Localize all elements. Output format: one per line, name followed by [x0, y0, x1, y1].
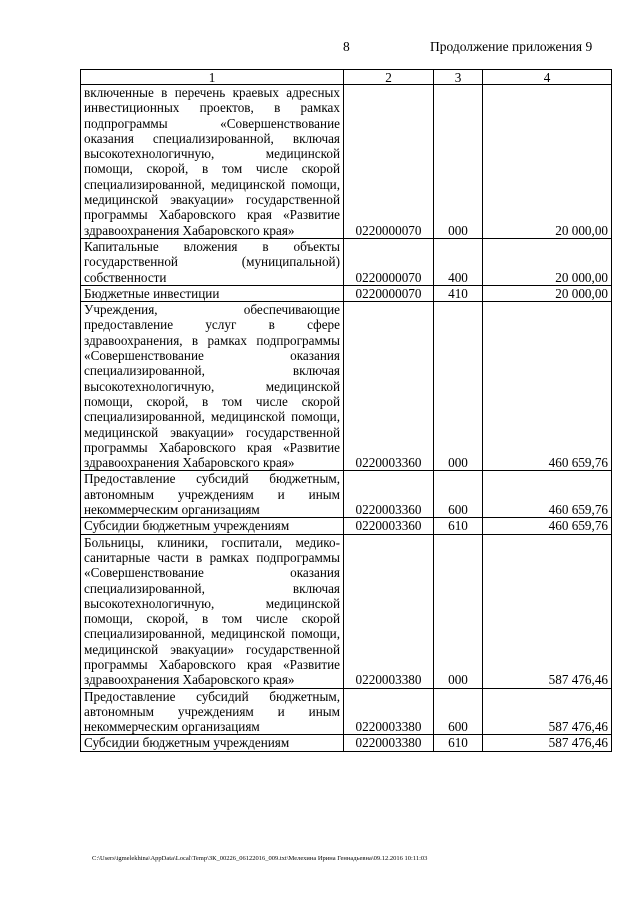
row-amount: 587 476,46 [483, 688, 612, 735]
table-row [81, 471, 612, 518]
row-name: Субсидии бюджетным учреждениям [81, 735, 344, 751]
row-target-code: 0220000070 [344, 285, 434, 301]
row-expense-type: 000 [434, 85, 483, 239]
row-amount: 460 659,76 [483, 302, 612, 471]
row-expense-type: 610 [434, 735, 483, 751]
row-expense-type: 000 [434, 534, 483, 688]
row-expense-type: 610 [434, 518, 483, 534]
table-row [81, 688, 612, 735]
column-header: 3 [434, 70, 483, 85]
row-name: включенные в перечень краевых адресных инвестиционных проектов, в рамках подпрограммы «Совершенствование оказания специализированной, включая высокотехнологичную, медицинской помощи, скорой, в том числе скорой специализированной, медицинской помощи, медицинской эвакуации» государственной программы Хабаровского края «Развитие здравоохранения Хабаровского края» [81, 85, 344, 239]
table-row [81, 518, 612, 534]
row-name: Предоставление субсидий бюджетным, автономным учреждениям и иным некоммерческим организациям [81, 471, 344, 518]
table-header-row [81, 70, 612, 85]
column-header: 2 [344, 70, 434, 85]
row-name: Субсидии бюджетным учреждениям [81, 518, 344, 534]
table-row [81, 238, 612, 285]
appendix-continuation-title: Продолжение приложения 9 [430, 39, 593, 54]
column-header: 1 [81, 70, 344, 85]
column-header: 4 [483, 70, 612, 85]
row-target-code: 0220000070 [344, 85, 434, 239]
row-expense-type: 000 [434, 302, 483, 471]
budget-table [80, 69, 612, 752]
table-row [81, 735, 612, 751]
table-row [81, 285, 612, 301]
row-expense-type: 600 [434, 688, 483, 735]
row-name: Учреждения, обеспечивающие предоставление услуг в сфере здравоохранения, в рамках подпрограммы «Совершенствование оказания специализированной, включая высокотехнологичную, медицинской помощи, скорой, в том числе скорой специализированной, медицинской помощи, медицинской эвакуации» государственной программы Хабаровского края «Развитие здравоохранения Хабаровского края» [81, 302, 344, 471]
row-target-code: 0220003360 [344, 471, 434, 518]
row-amount: 20 000,00 [483, 85, 612, 239]
row-name: Больницы, клиники, госпитали, медико-санитарные части в рамках подпрограммы «Совершенствование оказания специализированной, включая высокотехнологичную, медицинской помощи, скорой, в том числе скорой специализированной, медицинской помощи, медицинской эвакуации» государственной программы Хабаровского края «Развитие здравоохранения Хабаровского края» [81, 534, 344, 688]
table-row [81, 534, 612, 688]
file-path-footer: C:\Users\igmelekhina\AppData\Local\Temp\ЗК_00226_06122016_009.txt\Мелехина Ирина Геннадьевна\09.12.2016 10:11:03 [92, 855, 428, 862]
row-amount: 587 476,46 [483, 735, 612, 751]
row-target-code: 0220003380 [344, 534, 434, 688]
page-number: 8 [343, 39, 350, 54]
row-amount: 587 476,46 [483, 534, 612, 688]
row-target-code: 0220000070 [344, 238, 434, 285]
row-target-code: 0220003380 [344, 735, 434, 751]
row-expense-type: 400 [434, 238, 483, 285]
row-name: Предоставление субсидий бюджетным, автономным учреждениям и иным некоммерческим организациям [81, 688, 344, 735]
row-expense-type: 410 [434, 285, 483, 301]
row-amount: 20 000,00 [483, 285, 612, 301]
row-target-code: 0220003360 [344, 302, 434, 471]
row-expense-type: 600 [434, 471, 483, 518]
row-target-code: 0220003380 [344, 688, 434, 735]
table-row [81, 302, 612, 471]
row-name: Бюджетные инвестиции [81, 285, 344, 301]
row-target-code: 0220003360 [344, 518, 434, 534]
row-amount: 460 659,76 [483, 518, 612, 534]
row-amount: 460 659,76 [483, 471, 612, 518]
row-name: Капитальные вложения в объекты государственной (муниципальной) собственности [81, 238, 344, 285]
table-row [81, 85, 612, 239]
row-amount: 20 000,00 [483, 238, 612, 285]
